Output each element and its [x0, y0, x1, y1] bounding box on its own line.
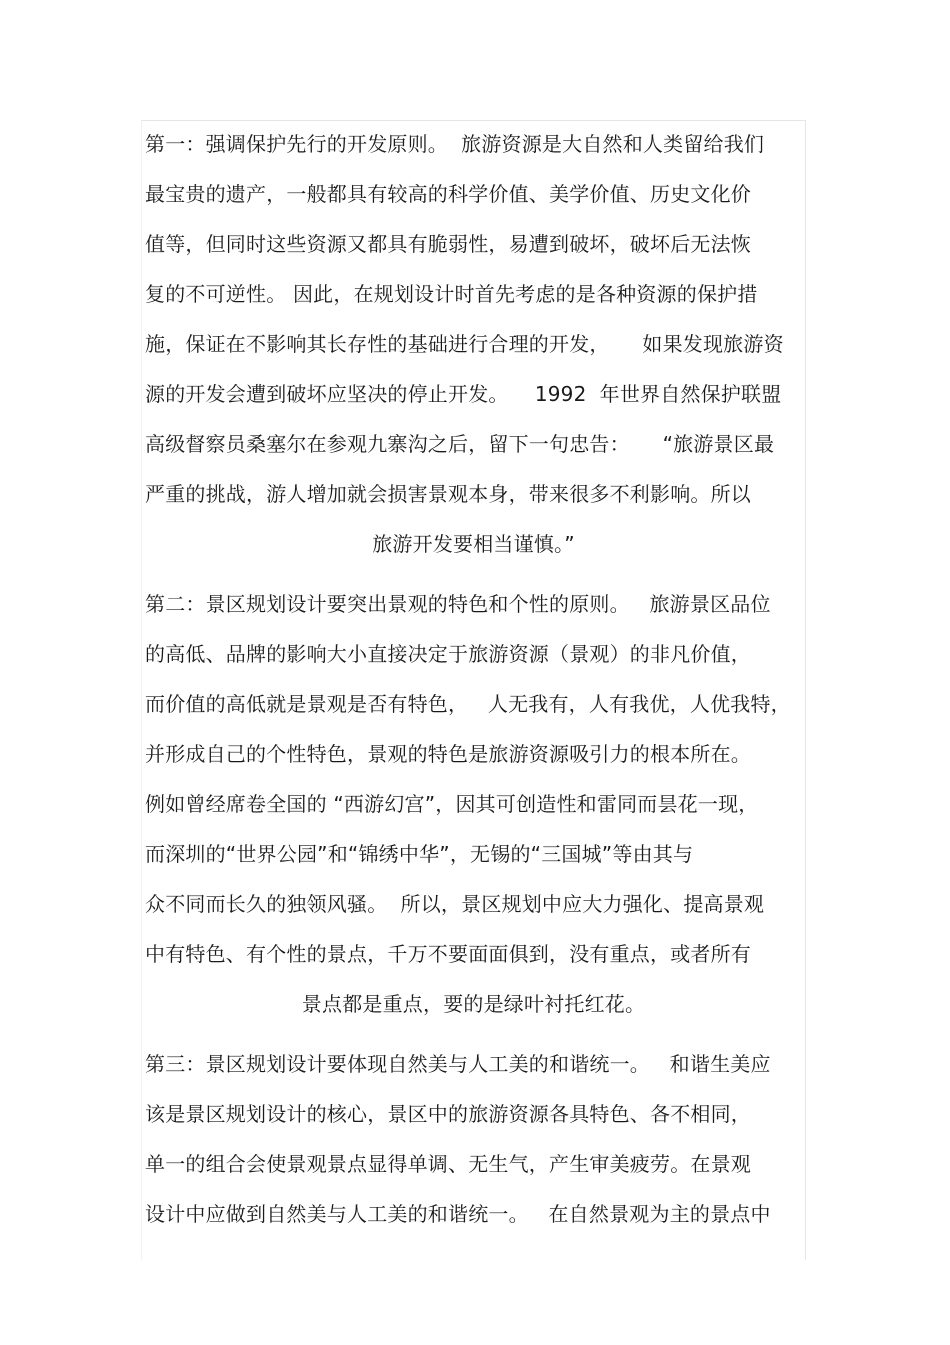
- paragraph-line: 众不同而长久的独领风骚。 所以，景区规划中应大力强化、提高景观: [145, 892, 765, 916]
- paragraph-line: 复的不可逆性。 因此，在规划设计时首先考虑的是各种资源的保护措: [145, 282, 758, 306]
- paragraph-line: 并形成自己的个性特色，景观的特色是旅游资源吸引力的根本所在。: [145, 742, 751, 766]
- paragraph-line: 高级督察员桑塞尔在参观九寨沟之后，留下一句忠告： “旅游景区最: [145, 432, 775, 456]
- paragraph-line: 单一的组合会使景观景点显得单调、无生气，产生审美疲劳。在景观: [145, 1152, 751, 1176]
- paragraph-closing-line: 景点都是重点，要的是绿叶衬托红花。: [301, 992, 646, 1016]
- paragraph-line: 施，保证在不影响其长存性的基础进行合理的开发， 如果发现旅游资: [145, 332, 784, 356]
- paragraph-line: 值等，但同时这些资源又都具有脆弱性，易遭到破坏，破坏后无法恢: [145, 232, 751, 256]
- paragraph-line: 而深圳的“世界公园”和“锦绣中华”，无锡的“三国城”等由其与: [145, 842, 694, 866]
- paragraph-line: 该是景区规划设计的核心，景区中的旅游资源各具特色、各不相同，: [145, 1102, 751, 1126]
- paragraph-line: 例如曾经席卷全国的 “西游幻宫”，因其可创造性和雷同而昙花一现，: [145, 792, 759, 816]
- paragraph-line: 的高低、品牌的影响大小直接决定于旅游资源（景观）的非凡价值，: [145, 642, 751, 666]
- paragraph-line: 中有特色、有个性的景点，千万不要面面俱到，没有重点，或者所有: [145, 942, 751, 966]
- paragraph-line: 最宝贵的遗产，一般都具有较高的科学价值、美学价值、历史文化价: [145, 182, 751, 206]
- paragraph-line: 而价值的高低就是景观是否有特色， 人无我有，人有我优，人优我特，: [145, 692, 791, 716]
- paragraph-line: 第三：景区规划设计要体现自然美与人工美的和谐统一。 和谐生美应: [145, 1052, 771, 1076]
- paragraph-closing-line: 旅游开发要相当谨慎。”: [372, 532, 575, 556]
- paragraph-line: 源的开发会遭到破坏应坚决的停止开发。 1992 年世界自然保护联盟: [145, 382, 782, 406]
- paragraph-line: 严重的挑战，游人增加就会损害景观本身，带来很多不利影响。所以: [145, 482, 751, 506]
- paragraph-line: 设计中应做到自然美与人工美的和谐统一。 在自然景观为主的景点中: [145, 1202, 771, 1226]
- paragraph-line: 第一：强调保护先行的开发原则。 旅游资源是大自然和人类留给我们: [145, 132, 765, 156]
- paragraph-line: 第二：景区规划设计要突出景观的特色和个性的原则。 旅游景区品位: [145, 592, 771, 616]
